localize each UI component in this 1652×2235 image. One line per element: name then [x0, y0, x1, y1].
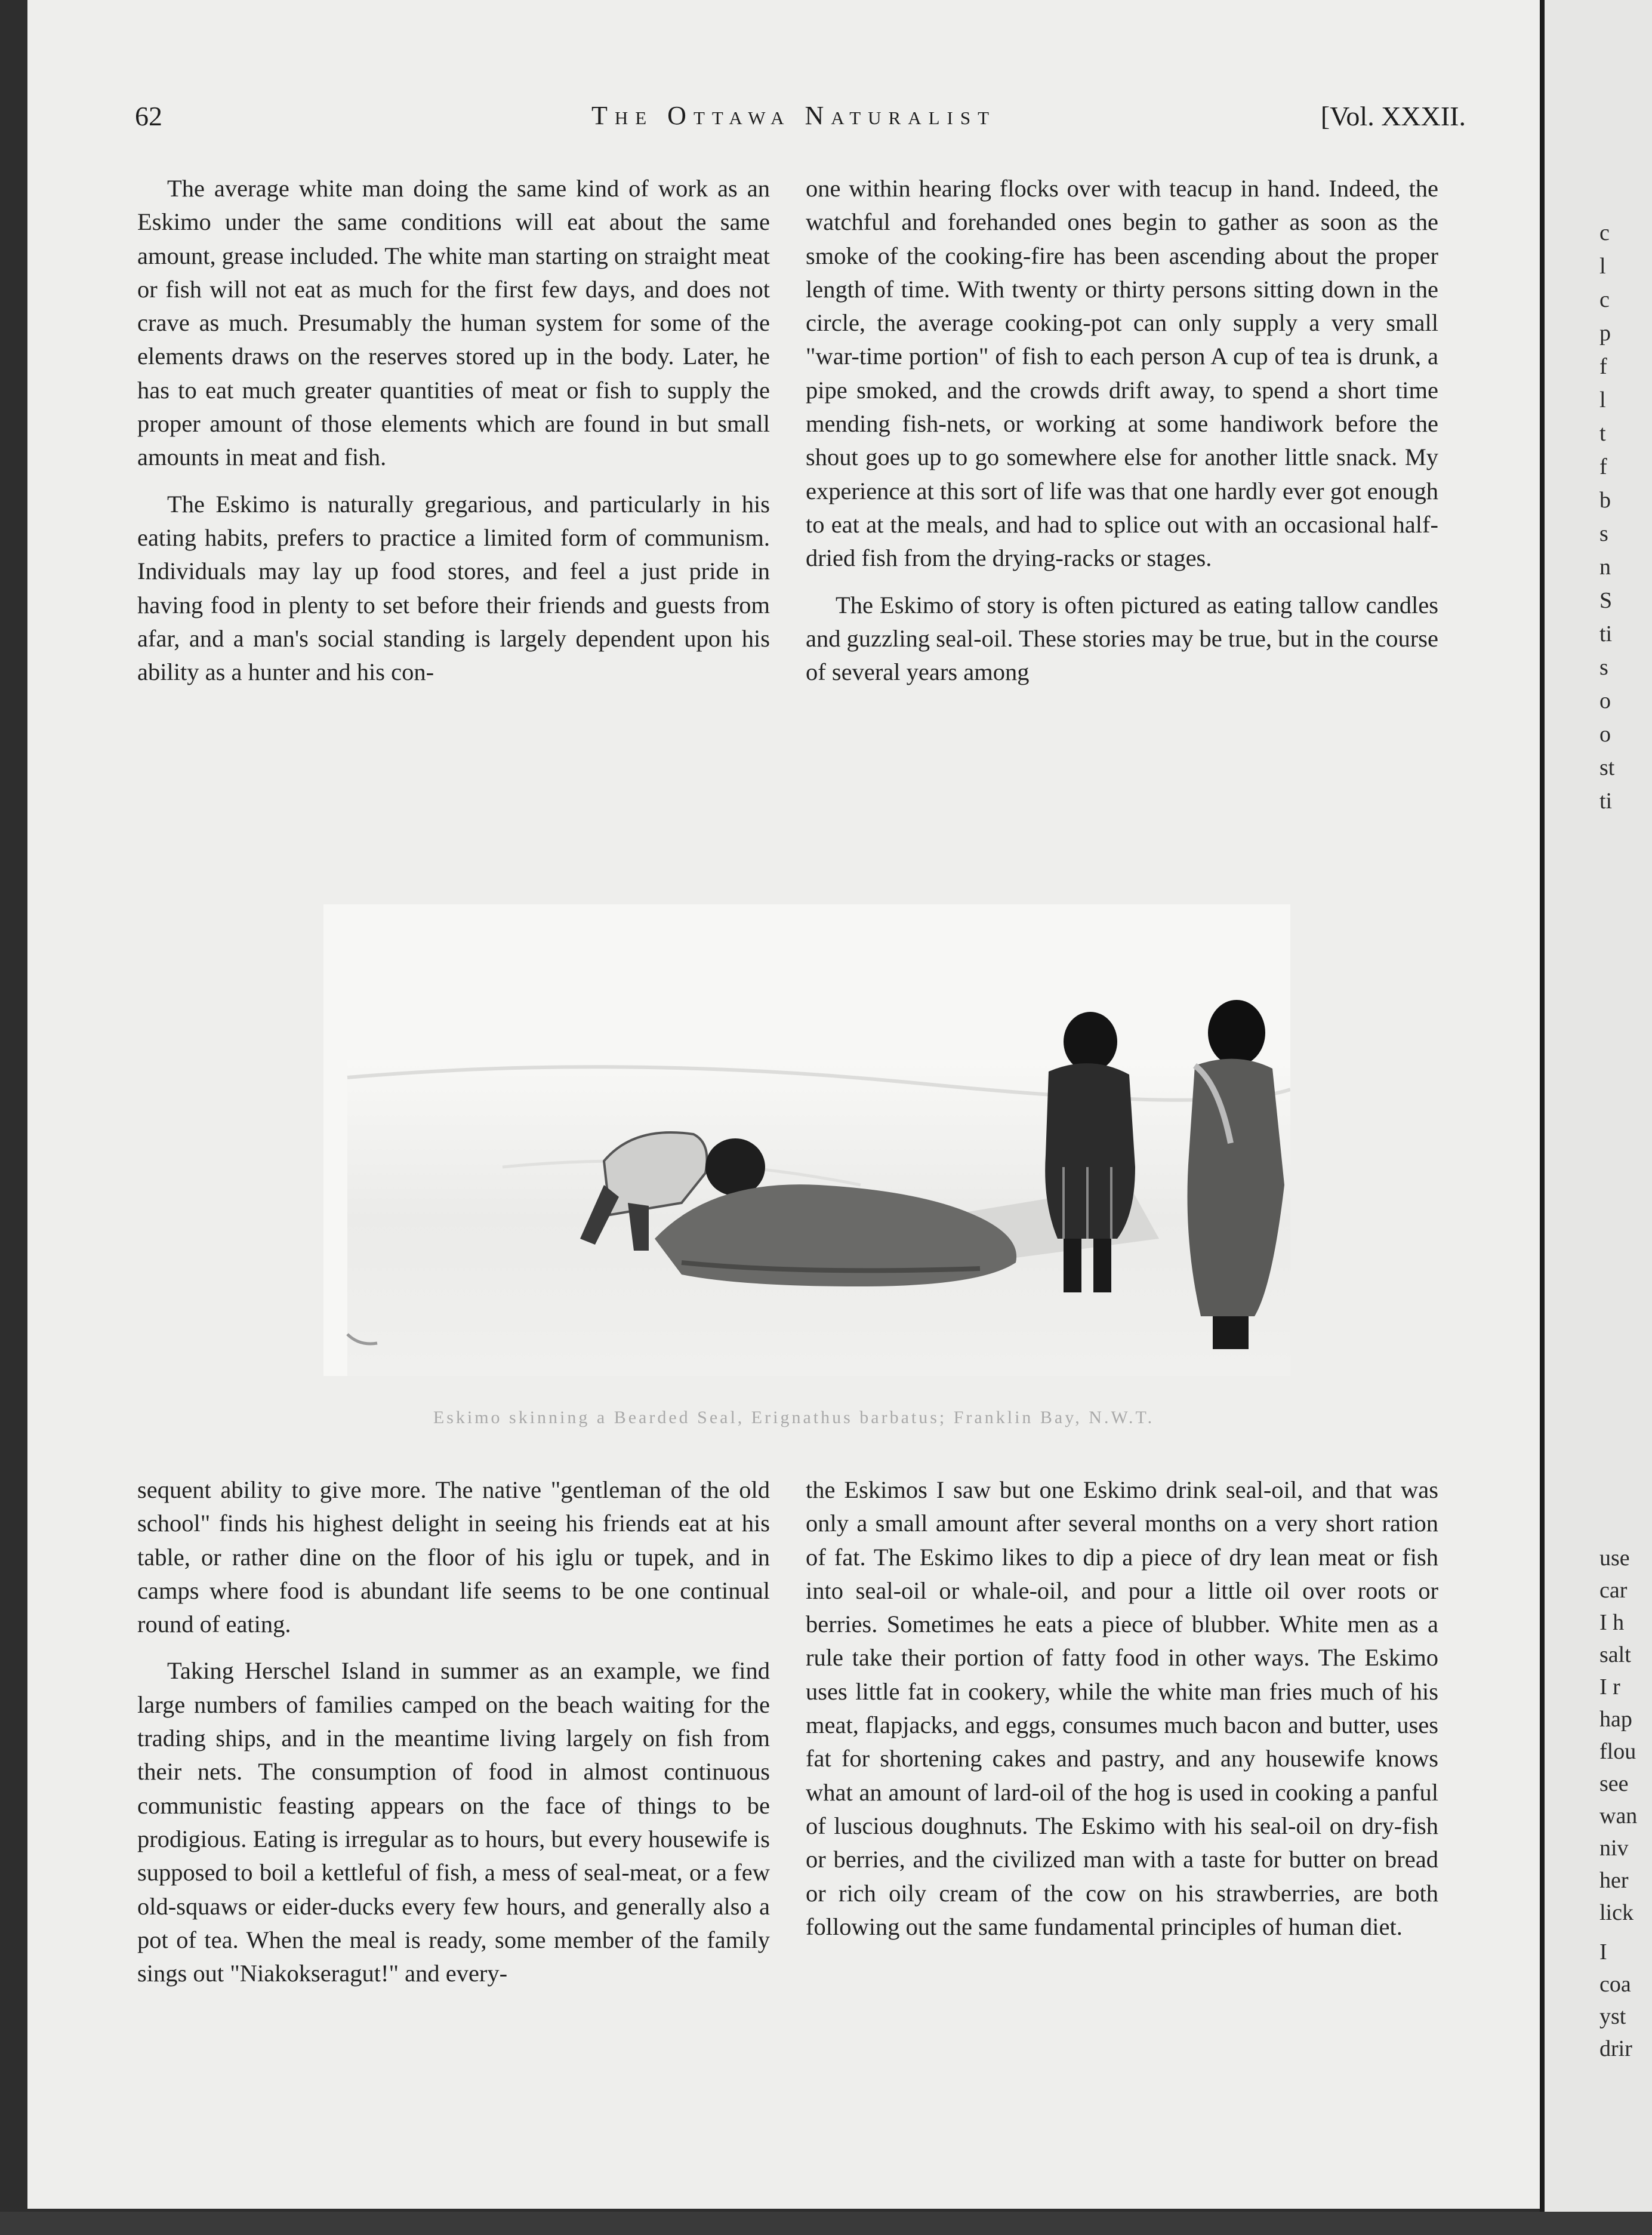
paragraph: one within hearing flocks over with teacup in hand. Indeed, the watchful and forehanded ones begin to gather as soon as the smoke of the cooking-fire has been ascending about the proper length of time. With twenty or thirty persons sitting down in the circle, the average cooking-pot can only supply a very small "war-time portion" of fish to each person A cup of tea is drunk, a pipe smoked, and the crowds drift away, to spend a short time mending fish-nets, or working at some handiwork before the shout goes up to go somewhere else for another little snack. My experience at this sort of life was that one hardly ever got enough to eat at the meals, and had to splice out with an occasional half-dried fish from the drying-racks or stages. — [806, 175, 1438, 572]
fragment: st — [1599, 755, 1615, 780]
fragment: l — [1599, 254, 1606, 279]
journal-title: The Ottawa Naturalist — [591, 101, 997, 130]
fragment: car — [1599, 1578, 1628, 1603]
fragment: see — [1599, 1771, 1629, 1796]
column-left-bottom — [137, 1473, 770, 1990]
fragment: wan — [1599, 1803, 1638, 1828]
paragraph: The Eskimo is naturally gregarious, and particularly in his eating habits, prefers to practice a limited form of communism. Individuals may lay up food stores, and feel a just pride in having food in plenty to set before their friends and guests from afar, and a man's social standing is largely dependent upon his ability as a hunter and his con- — [137, 490, 770, 686]
photograph-seal-skinning — [323, 904, 1290, 1376]
fragment: S — [1599, 588, 1613, 613]
paragraph: the Eskimos I saw but one Eskimo drink seal-oil, and that was only a small amount after several months on a very short ration of fat. The Eskimo likes to dip a piece of dry lean meat or fish into seal-oil or whale-oil, and pour a little oil over roots or berries. Sometimes he eats a piece of blubber. White men as a rule take their portion of fatty food in other ways. The Eskimo uses little fat in cookery, while the white man fries much of his meat, flapjacks, and eggs, consumes much bacon and butter, uses fat for shortening cakes and pastry, and any housewife knows what an amount of lard-oil of the hog is used in cooking a panful of luscious doughnuts. The Eskimo with his seal-oil on dry-fish or berries, and the civilized man with a taste for butter on bread or rich oily cream of the cow on his strawberries, are both following out the same fundamental principles of human diet. — [806, 1476, 1438, 1940]
fragment: c — [1599, 287, 1610, 312]
paragraph: The average white man doing the same kind of work as an Eskimo under the same conditions will eat about the same amount, grease included. The white man starting on straight meat or fish will not eat as much for the first few days, and does not crave as much. Presumably the human system for some of the elements draws on the reserves stored up in the body. Later, he has to eat much greater quantities of meat or fish to supply the proper amount of those elements which are found in but small amounts in meat and fish. — [137, 175, 770, 471]
fragment: yst — [1599, 2004, 1626, 2029]
fragment: salt — [1599, 1642, 1631, 1667]
fragment: s — [1599, 655, 1608, 680]
volume-number: [Vol. XXXII. — [1320, 101, 1466, 131]
fragment: s — [1599, 521, 1608, 546]
running-header — [27, 100, 1560, 142]
fragment: I — [1599, 1940, 1607, 1965]
fragment: p — [1599, 321, 1611, 346]
adjacent-page-edge — [1540, 0, 1652, 2235]
fragment: f — [1599, 454, 1607, 479]
paragraph: The Eskimo of story is often pictured as eating tallow candles and guzzling seal-oil. These stories may be true, but in the course of several years among — [806, 591, 1438, 686]
column-left-top — [137, 172, 770, 689]
fragment: lick — [1599, 1900, 1633, 1925]
fragment: ti — [1599, 621, 1613, 647]
paragraph: sequent ability to give more. The native "gentleman of the old school" finds his highest delight in seeing his friends eat at his table, or rather dine on the floor of his iglu or tupek, and in camps where food is abundant life seems to be one continual round of eating. — [137, 1476, 770, 1638]
paragraph: Taking Herschel Island in summer as an example, we find large numbers of families camped on the beach waiting for the trading ships, and in the meantime living largely on fish from their nets. The consumption of food in almost continuous communistic feasting appears on the face of things to be prodigious. Eating is irregular as to hours, but every housewife is supposed to boil a kettleful of fish, a mess of seal-meat, or a few old-squaws or eider-ducks every few hours, and generally also a pot of tea. When the meal is ready, some member of the family sings out "Niakokseragut!" and every- — [137, 1657, 770, 1987]
fragment: f — [1599, 354, 1607, 379]
fragment: I h — [1599, 1610, 1625, 1635]
fragment: I r — [1599, 1674, 1620, 1700]
fragment: t — [1599, 421, 1606, 446]
journal-page — [27, 0, 1560, 2209]
fragment: flou — [1599, 1739, 1636, 1764]
photo-caption: Eskimo skinning a Bearded Seal, Erignathus barbatus; Franklin Bay, N.W.T. — [433, 1408, 1155, 1427]
column-right-bottom — [806, 1473, 1438, 1944]
fragment: c — [1599, 220, 1610, 245]
column-right-top — [806, 172, 1438, 689]
page-number: 62 — [135, 101, 162, 131]
fragment: her — [1599, 1868, 1629, 1893]
fragment: use — [1599, 1546, 1630, 1571]
fragment: ti — [1599, 789, 1613, 814]
fragment: b — [1599, 488, 1611, 513]
fragment: hap — [1599, 1707, 1632, 1732]
fragment: coa — [1599, 1972, 1631, 1997]
fragment: drir — [1599, 2036, 1632, 2061]
fragment: n — [1599, 555, 1611, 580]
fragment: niv — [1599, 1836, 1629, 1861]
scan-bottom-edge — [0, 2212, 1652, 2235]
fragment: l — [1599, 387, 1606, 412]
fragment: o — [1599, 688, 1611, 713]
fragment: o — [1599, 722, 1611, 747]
